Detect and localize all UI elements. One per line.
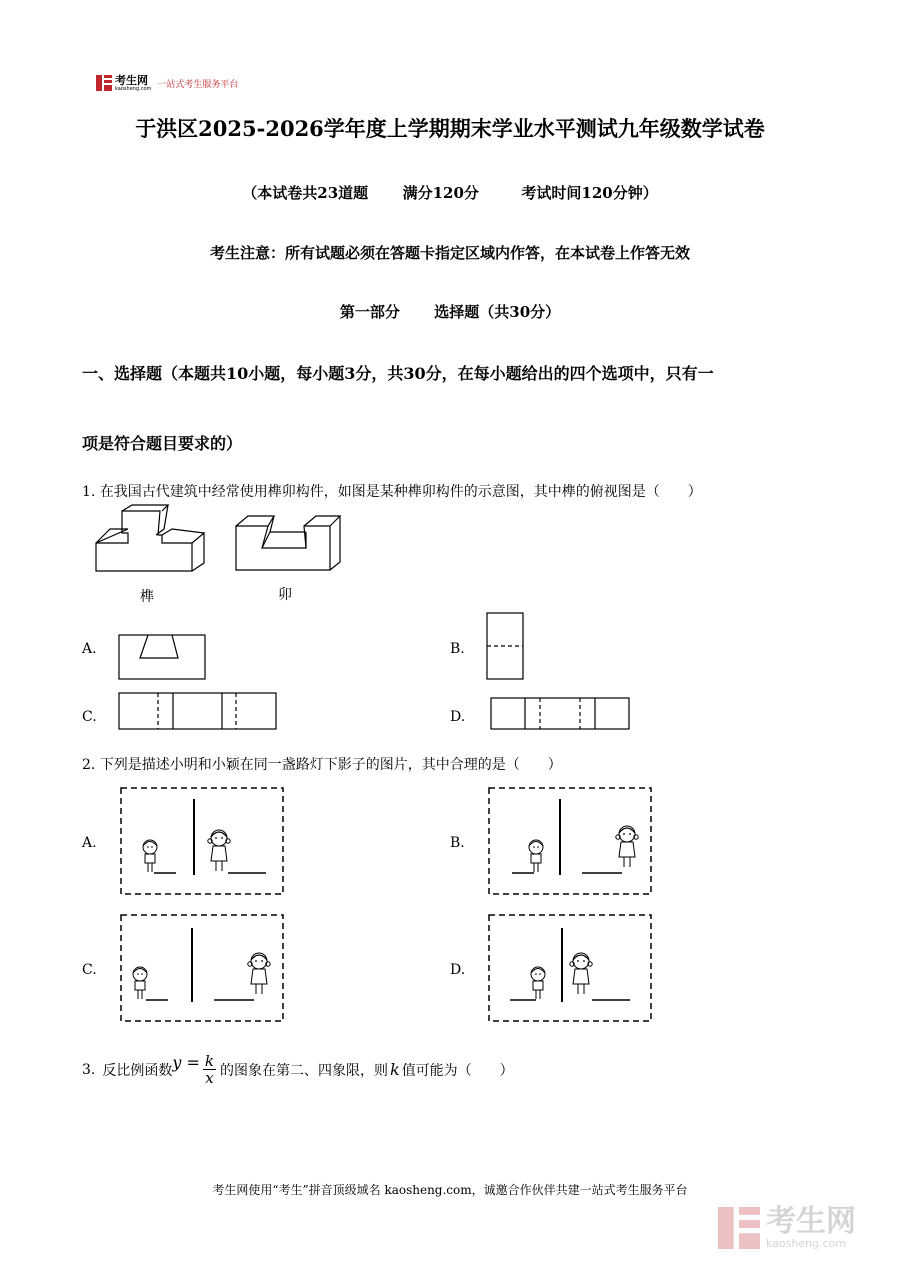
q2-option-d-label[interactable]: D. (450, 962, 466, 978)
footer-text: 考生网使用“考生”拼音顶级域名 kaosheng.com，诚邀合作伙伴共建一站式考生服务平台 (212, 1183, 688, 1197)
q2-option-b-label[interactable]: B. (450, 835, 465, 851)
section-heading-line1: 一、选择题（本题共10小题，每小题3分，共30分，在每小题给出的四个选项中，只有一 (82, 364, 714, 383)
section-heading-line2: 项是符合题目要求的） (82, 434, 243, 453)
q1-option-a-figure[interactable] (118, 634, 208, 680)
watermark-domain: kaosheng.com (766, 1237, 847, 1250)
part-name: 第一部分 (339, 303, 400, 321)
info-score: 满分120分 (402, 184, 479, 202)
q1-option-c-figure[interactable] (118, 692, 278, 730)
question-text: 在我国古代建筑中经常使用榫卯构件，如图是某种榫卯构件的示意图，其中榫的俯视图是（ ） (99, 484, 702, 500)
exam-notice: 考生注意：所有试题必须在答题卡指定区域内作答，在本试卷上作答无效 (209, 244, 690, 262)
question-text-middle: 的图象在第二、四象限，则 (219, 1062, 388, 1079)
logo-domain: kaosheng.com (115, 85, 152, 92)
question-text-after: 值可能为（ ） (401, 1062, 514, 1079)
question-2 (82, 754, 562, 774)
question-text: 下列是描述小明和小颖在同一盏路灯下影子的图片，其中合理的是（ ） (99, 757, 562, 773)
q2-option-c-figure[interactable] (120, 914, 284, 1022)
formula-numerator: k (204, 1052, 214, 1070)
exam-title: 于洪区2025-2026学年度上学期期末学业水平测试九年级数学试卷 (135, 116, 765, 141)
q2-option-a-figure[interactable] (120, 787, 284, 895)
q2-option-d-figure[interactable] (488, 914, 652, 1022)
watermark-mark-icon (718, 1205, 760, 1251)
logo-name: 考生网 (115, 73, 148, 87)
watermark-name: 考生网 (766, 1204, 856, 1239)
logo-slogan: 一站式考生服务平台 (157, 79, 239, 90)
formula-fraction (203, 1053, 216, 1086)
q1-option-d-label[interactable]: D. (450, 709, 466, 725)
question-text-before: 反比例函数 (102, 1062, 173, 1079)
header-logo (96, 72, 238, 94)
exam-info (0, 182, 900, 203)
formula-lhs: y = (172, 1053, 200, 1072)
q1-option-c-label[interactable]: C. (82, 709, 97, 725)
question-1 (82, 481, 702, 501)
question-number: 3. (82, 1061, 96, 1078)
question-3 (82, 1053, 514, 1086)
q2-option-a-label[interactable]: A. (82, 835, 97, 851)
q2-option-c-label[interactable]: C. (82, 962, 97, 978)
q1-option-b-label[interactable]: B. (450, 641, 465, 657)
info-count: （本试卷共23道题 (242, 184, 369, 202)
part-heading (0, 301, 900, 322)
tenon-label: 榫 (140, 589, 154, 605)
formula-variable: k (389, 1060, 400, 1079)
tenon-figure (92, 505, 212, 575)
formula-denominator: x (205, 1069, 214, 1087)
logo-mark-icon (96, 75, 112, 91)
watermark-text (766, 1206, 856, 1250)
q1-option-b-figure[interactable] (486, 612, 526, 680)
question-number: 1. (82, 484, 96, 500)
info-time: 考试时间120分钟） (521, 184, 658, 202)
q2-option-b-figure[interactable] (488, 787, 652, 895)
logo-text (115, 75, 151, 92)
question-number: 2. (82, 757, 96, 773)
part-title: 选择题（共30分） (434, 303, 561, 321)
q1-option-a-label[interactable]: A. (82, 641, 97, 657)
watermark (718, 1205, 856, 1251)
q1-option-d-figure[interactable] (490, 697, 632, 731)
mortise-figure (234, 512, 344, 574)
mortise-label: 卯 (278, 587, 292, 603)
